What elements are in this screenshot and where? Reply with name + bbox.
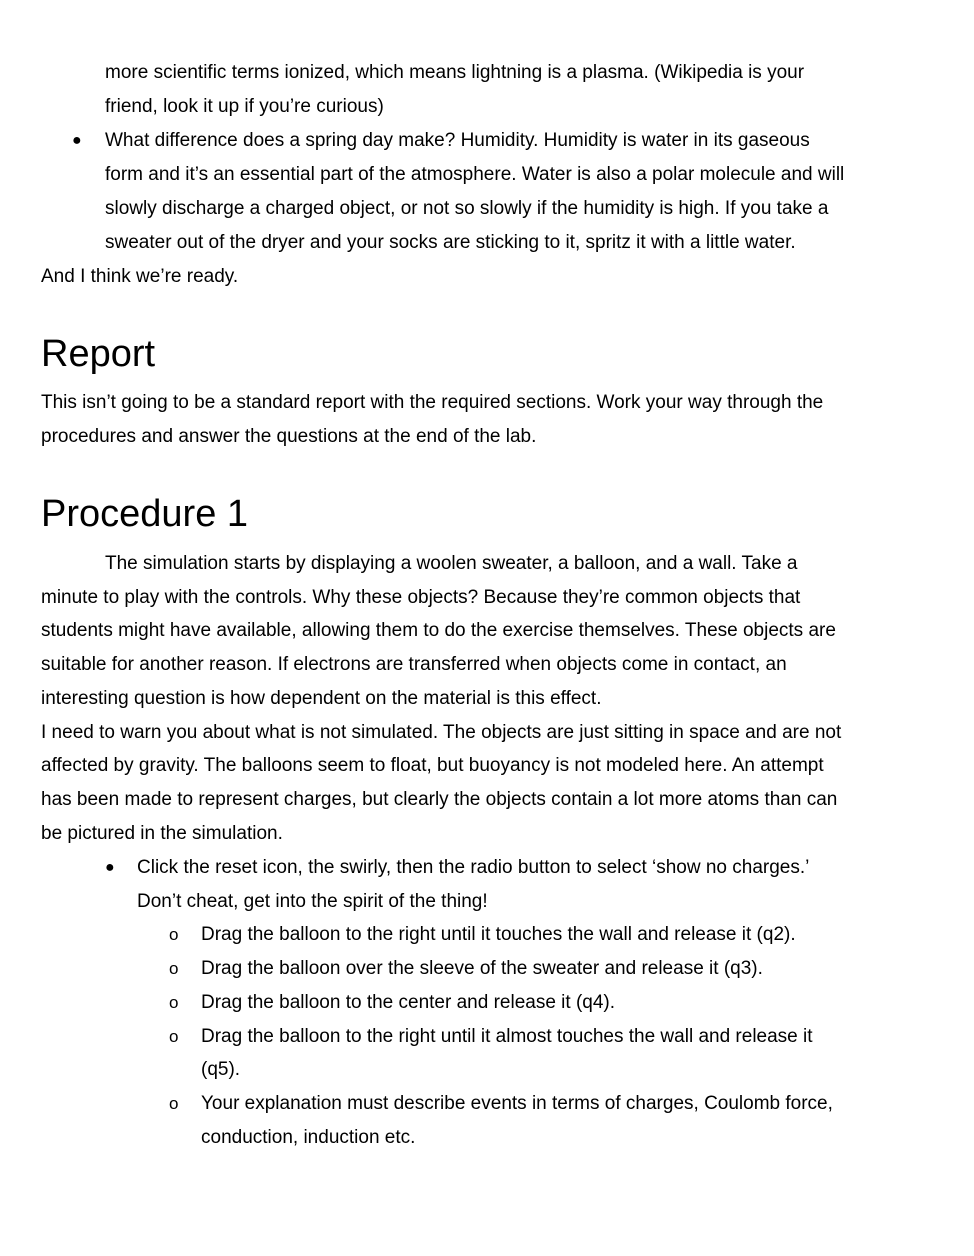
procedure-para2-line-4: be pictured in the simulation. xyxy=(41,823,283,844)
sub-bullet-5-line-1: Your explanation must describe events in terms of charges, Coulomb force, xyxy=(201,1093,833,1114)
intro-continuation-line-2: friend, look it up if you’re curious) xyxy=(105,96,384,117)
procedure-para1-line-2: minute to play with the controls. Why these objects? Because they’re common objects that xyxy=(41,587,801,608)
humidity-bullet-line-4: sweater out of the dryer and your socks are sticking to it, spritz it with a little water. xyxy=(105,232,796,253)
humidity-bullet-icon: ● xyxy=(72,132,82,149)
sub-bullet-1: Drag the balloon to the right until it touches the wall and release it (q2). xyxy=(201,924,796,945)
procedure-para1-line-4: suitable for another reason. If electrons are transferred when objects come in contact, an xyxy=(41,654,787,675)
sub-bullet-4-icon: o xyxy=(169,1027,179,1046)
sub-bullet-2-icon: o xyxy=(169,959,179,978)
procedure-para1-line-5: interesting question is how dependent on the material is this effect. xyxy=(41,688,602,709)
humidity-bullet-line-1: What difference does a spring day make? Humidity. Humidity is water in its gaseous xyxy=(105,130,810,151)
sub-bullet-4-line-2: (q5). xyxy=(201,1059,241,1080)
procedure-bullet-line-2: Don’t cheat, get into the spirit of the thing! xyxy=(137,891,488,912)
report-line-1: This isn’t going to be a standard report with the required sections. Work your way through the xyxy=(41,392,824,413)
ready-line: And I think we’re ready. xyxy=(41,266,239,287)
report-line-2: procedures and answer the questions at the end of the lab. xyxy=(41,426,537,447)
sub-bullet-2: Drag the balloon over the sleeve of the sweater and release it (q3). xyxy=(201,958,763,979)
procedure-bullet-line-1: Click the reset icon, the swirly, then the radio button to select ‘show no charges.’ xyxy=(137,857,810,878)
procedure-1-heading: Procedure 1 xyxy=(41,493,249,535)
sub-bullet-3: Drag the balloon to the center and release it (q4). xyxy=(201,992,616,1013)
procedure-para2-line-3: has been made to represent charges, but clearly the objects contain a lot more atoms than can xyxy=(41,789,838,810)
report-heading: Report xyxy=(41,333,156,375)
sub-bullet-1-icon: o xyxy=(169,925,179,944)
procedure-bullet-icon: ● xyxy=(105,859,115,876)
humidity-bullet-line-3: slowly discharge a charged object, or not so slowly if the humidity is high. If you take a xyxy=(105,198,829,219)
sub-bullet-5-icon: o xyxy=(169,1094,179,1113)
procedure-para1-line-3: students might have available, allowing them to do the exercise themselves. These objects are xyxy=(41,620,836,641)
procedure-para2-line-1: I need to warn you about what is not simulated. The objects are just sitting in space and are not xyxy=(41,722,842,743)
sub-bullet-3-icon: o xyxy=(169,993,179,1012)
sub-bullet-4-line-1: Drag the balloon to the right until it almost touches the wall and release it xyxy=(201,1026,813,1047)
intro-continuation-line-1: more scientific terms ionized, which means lightning is a plasma. (Wikipedia is your xyxy=(105,62,805,83)
sub-bullet-5-line-2: conduction, induction etc. xyxy=(201,1127,416,1148)
humidity-bullet-line-2: form and it’s an essential part of the atmosphere. Water is also a polar molecule and will xyxy=(105,164,845,185)
procedure-para2-line-2: affected by gravity. The balloons seem to float, but buoyancy is not modeled here. An attempt xyxy=(41,755,824,776)
procedure-para1-line-1: The simulation starts by displaying a woolen sweater, a balloon, and a wall. Take a xyxy=(105,553,798,574)
